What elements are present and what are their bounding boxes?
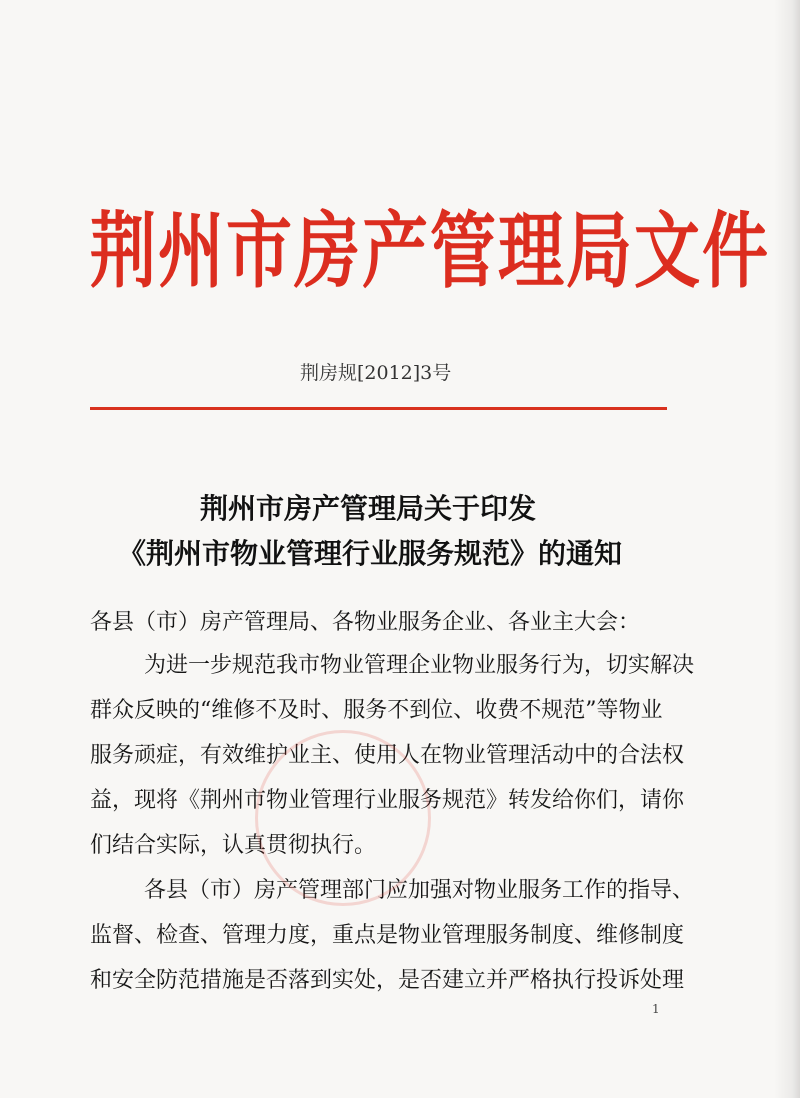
scan-edge-shadow xyxy=(774,0,800,1098)
body-line: 服务顽症，有效维护业主、使用人在物业管理活动中的合法权 xyxy=(90,743,685,768)
body-line: 和安全防范措施是否落到实处，是否建立并严格执行投诉处理 xyxy=(90,968,685,993)
red-divider-line xyxy=(90,407,667,410)
red-header-title: 荆州市房产管理局文件 xyxy=(90,203,770,300)
body-line: 益，现将《荆州市物业管理行业服务规范》转发给你们，请你 xyxy=(90,788,685,813)
salutation: 各县（市）房产管理局、各物业服务企业、各业主大会： xyxy=(90,610,641,635)
body-line: 们结合实际，认真贯彻执行。 xyxy=(90,833,377,858)
document-number: 荆房规[2012]3号 xyxy=(300,362,452,384)
page-number: 1 xyxy=(652,1002,660,1016)
body-line: 为进一步规范我市物业管理企业物业服务行为，切实解决 xyxy=(144,653,695,678)
body-line: 各县（市）房产管理部门应加强对物业服务工作的指导、 xyxy=(144,878,695,903)
notice-title-line-1: 荆州市房产管理局关于印发 xyxy=(200,492,537,525)
body-line: 群众反映的“维修不及时、服务不到位、收费不规范”等物业 xyxy=(90,698,663,723)
body-line: 监督、检查、管理力度，重点是物业管理服务制度、维修制度 xyxy=(90,923,685,948)
notice-title-line-2: 《荆州市物业管理行业服务规范》的通知 xyxy=(118,537,623,570)
